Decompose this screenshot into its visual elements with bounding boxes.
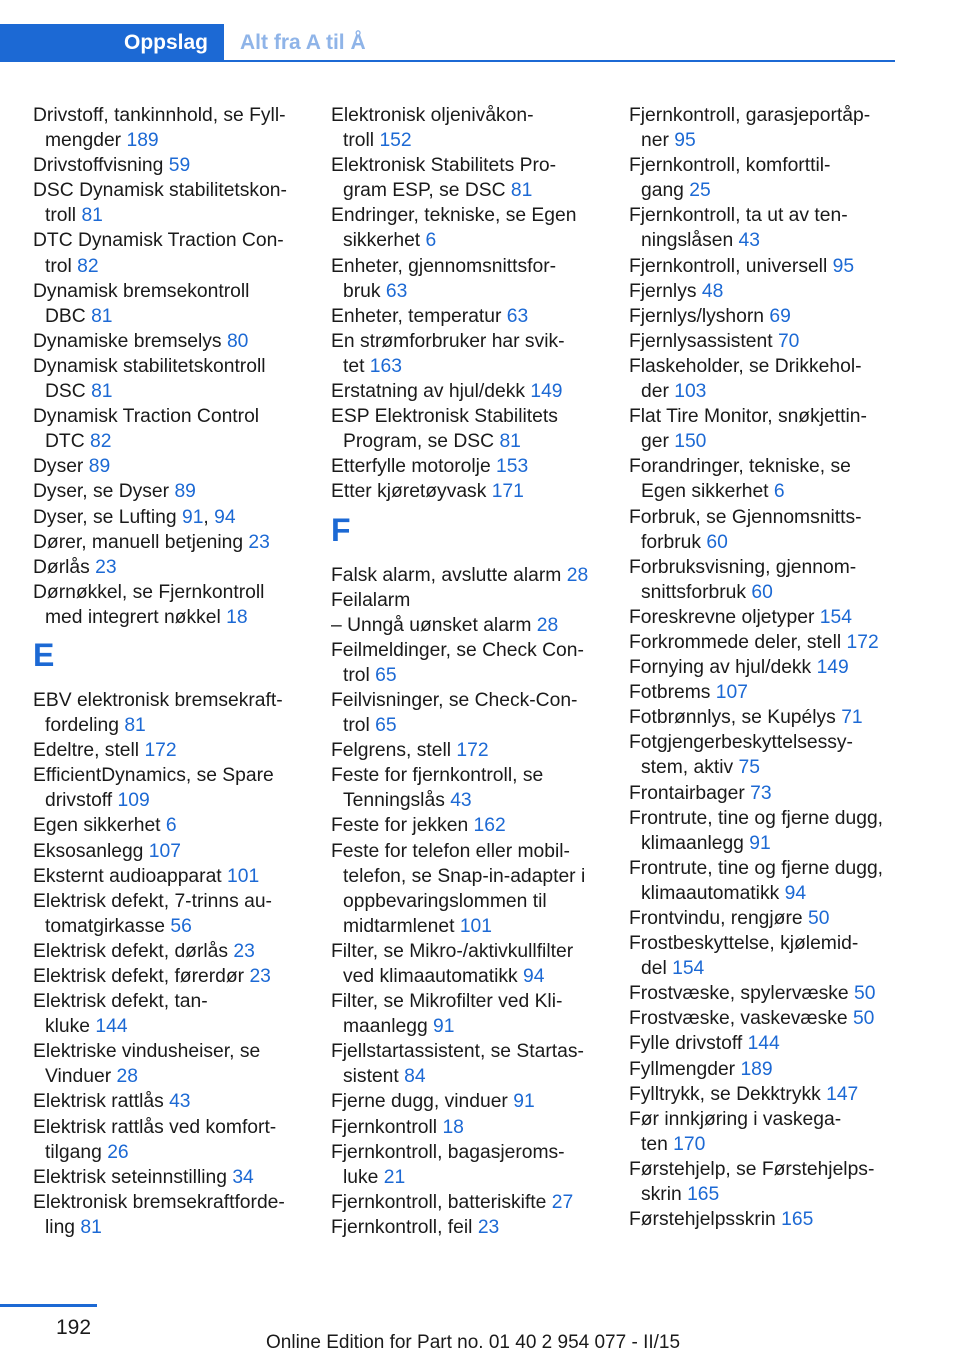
page-link[interactable]: 81 — [499, 431, 521, 453]
index-entry — [33, 580, 301, 630]
index-entry-text: Dørnøkkel, se Fjernkontroll med integrert nøkkel — [33, 581, 265, 628]
index-entry-text: Fjernkontroll, komforttil- gang — [629, 155, 831, 202]
page-link[interactable]: 147 — [826, 1083, 859, 1105]
index-entry-text: Frostvæske, spylervæske — [629, 983, 855, 1005]
edition-footer: Online Edition for Part no. 01 40 2 954 077 - II/15 — [266, 1332, 681, 1353]
index-entry — [331, 638, 599, 688]
tab-alt-fra-a-til-aa[interactable]: Alt fra A til Å — [240, 31, 366, 54]
index-entry — [629, 505, 897, 555]
index-entry-text: Fjernkontroll, ta ut av ten- ningslåsen — [629, 205, 848, 252]
index-entry-text: Fotbrems — [629, 682, 716, 704]
index-entry-text: Enheter, gjennomsnittsfor- bruk — [331, 255, 557, 302]
index-entry — [629, 1107, 897, 1157]
index-entry-text: EBV elektronisk bremsekraft- fordeling — [33, 689, 283, 737]
page-link[interactable]: 65 — [375, 664, 397, 686]
index-entry — [33, 964, 301, 989]
index-entry — [629, 931, 897, 981]
page-link[interactable]: 103 — [674, 381, 707, 403]
index-entry — [629, 1207, 897, 1232]
index-entry-text: Dyser — [33, 456, 89, 478]
index-entry-text: Elektrisk defekt, førerdør — [33, 966, 250, 987]
index-entry — [331, 379, 599, 404]
page-link[interactable]: 165 — [781, 1209, 814, 1231]
index-entry — [331, 939, 599, 989]
page-link[interactable]: 172 — [846, 631, 879, 653]
index-entry — [629, 279, 897, 304]
index-entry-text: Fotbrønnlys, se Kupélys — [629, 707, 842, 729]
page-link[interactable]: 6 — [773, 481, 785, 503]
page-link[interactable]: 23 — [477, 1216, 500, 1238]
index-entry-text: Dyser, se Lufting — [33, 506, 182, 528]
page-link[interactable]: 23 — [248, 531, 270, 553]
index-entry-text: Fjernkontroll, batteriskifte — [331, 1191, 552, 1213]
index-entry — [33, 228, 301, 278]
index-entry — [33, 1115, 301, 1165]
index-entry — [33, 939, 301, 964]
page-link[interactable]: 81 — [91, 305, 113, 327]
index-entry-text: Falsk alarm, avslutte alarm — [331, 564, 567, 586]
index-entry-text: Fjellstartassistent, se Startas- sistent — [331, 1041, 584, 1088]
index-entry — [331, 203, 599, 253]
index-entry-text: Eksternt audioapparat — [33, 865, 228, 887]
index-entry-text: DSC Dynamisk stabilitetskon- troll — [33, 180, 287, 227]
page-link[interactable]: 150 — [674, 431, 707, 453]
index-entry-text: Forbruk, se Gjennomsnitts- forbruk — [629, 506, 862, 553]
index-entry-text: Frostbeskyttelse, kjølemid- del — [629, 933, 859, 980]
page-link[interactable]: 94 — [214, 506, 236, 528]
index-entry-text: Fjernkontroll, universell — [629, 255, 833, 277]
index-entry-text: Endringer, tekniske, se Egen sikkerhet — [331, 205, 577, 252]
page-link[interactable]: 109 — [117, 790, 150, 812]
index-entry — [33, 354, 301, 404]
page-link[interactable]: 81 — [91, 381, 113, 403]
index-entry — [331, 254, 599, 304]
page-link[interactable]: 107 — [148, 840, 181, 862]
index-entry — [33, 530, 301, 555]
index-entry-text: Filter, se Mikro-/aktivkullfilter ved klimaautomatikk — [331, 940, 574, 987]
index-entry — [629, 1031, 897, 1056]
index-entry — [629, 906, 897, 931]
index-entry — [629, 605, 897, 630]
index-entry — [629, 454, 897, 504]
page-link[interactable]: 48 — [701, 280, 724, 302]
index-entry — [33, 153, 301, 178]
index-entry — [33, 329, 301, 354]
page-link[interactable]: 43 — [450, 790, 472, 812]
page-link[interactable]: 152 — [379, 130, 412, 152]
index-entry — [629, 1057, 897, 1082]
index-entry-text: Elektriske vindusheiser, se Vinduer — [33, 1041, 261, 1088]
page-link[interactable]: 172 — [144, 740, 177, 762]
index-entry-text: Frontairbager — [629, 782, 751, 804]
index-entry-text: Fjernkontroll, bagasjeroms- luke — [331, 1141, 565, 1188]
page-link[interactable]: 149 — [816, 657, 849, 679]
index-entry — [331, 1215, 599, 1240]
index-entry-text: Fylltrykk, se Dekktrykk — [629, 1083, 827, 1105]
index-entry-text: Fjernkontroll — [331, 1116, 443, 1138]
index-entry-text: Dynamisk stabilitetskontroll DSC — [33, 355, 266, 403]
page-link[interactable]: 81 — [80, 1216, 102, 1238]
page-link[interactable]: 81 — [124, 715, 146, 737]
index-entry-text: – Unngå uønsket alarm — [331, 614, 537, 636]
index-entry — [33, 839, 301, 864]
index-entry-text: Fjernlysassistent — [629, 330, 778, 352]
index-entry — [331, 454, 599, 479]
page-link[interactable]: 91 — [749, 832, 771, 854]
index-entry — [331, 404, 599, 454]
index-entry-text: Elektronisk oljenivåkon- troll — [331, 105, 534, 152]
index-entry — [629, 203, 897, 253]
page-link[interactable]: 82 — [89, 431, 112, 453]
index-entry-text: Elektronisk bremsekraftforde- ling — [33, 1191, 285, 1238]
page-link[interactable]: 59 — [168, 155, 191, 177]
page-link[interactable]: 63 — [506, 305, 529, 327]
index-entry-text: Etterfylle motorolje — [331, 456, 497, 478]
index-entry — [33, 1165, 301, 1190]
page-link[interactable]: 65 — [375, 715, 397, 737]
index-entry — [33, 454, 301, 479]
index-entry-text: Eksosanlegg — [33, 840, 149, 862]
index-entry — [629, 781, 897, 806]
page-link[interactable]: 91 — [181, 506, 204, 528]
page-link[interactable]: 50 — [852, 1008, 875, 1030]
index-entry-text: Elektrisk defekt, 7-trinns au- tomatgirkasse — [33, 890, 272, 937]
index-column-2 — [331, 103, 599, 1240]
index-entry-text: Elektrisk defekt, tan- kluke — [33, 991, 208, 1038]
page-link[interactable]: 172 — [456, 740, 489, 762]
index-entry-text: Dynamisk Traction Control DTC — [33, 406, 260, 453]
section-letter: E — [33, 636, 55, 673]
page-link[interactable]: 94 — [523, 966, 545, 987]
index-entry — [33, 555, 301, 580]
index-entry — [33, 864, 301, 889]
index-entry — [331, 153, 599, 203]
index-entry — [33, 178, 301, 228]
index-entry-text: Feste for fjernkontroll, se Tenningslås — [331, 765, 544, 812]
index-entry — [331, 989, 599, 1039]
page-link[interactable]: 21 — [383, 1166, 406, 1188]
page-link[interactable]: 95 — [674, 130, 696, 152]
index-entry-text: Felgrens, stell — [331, 740, 457, 762]
page-link[interactable]: 189 — [126, 130, 159, 152]
page-link[interactable]: 81 — [510, 180, 533, 202]
index-entry-separator: , — [203, 506, 215, 528]
page-link[interactable]: 149 — [530, 381, 563, 403]
index-entry — [629, 103, 897, 153]
index-entry-text: Filter, se Mikrofilter ved Kli- maanlegg — [331, 991, 563, 1038]
page-link[interactable]: 23 — [249, 966, 271, 987]
index-entry — [629, 705, 897, 730]
index-entry-text: Feilmeldinger, se Check Con- trol — [331, 639, 584, 686]
page-link[interactable]: 144 — [747, 1033, 780, 1055]
index-entry — [33, 813, 301, 838]
index-entry — [629, 655, 897, 680]
page-link[interactable]: 26 — [107, 1141, 129, 1163]
index-entry — [629, 856, 897, 906]
index-entry — [33, 889, 301, 939]
page-link[interactable]: 70 — [777, 330, 800, 352]
index-entry — [629, 730, 897, 780]
page-link[interactable]: 101 — [227, 865, 260, 887]
index-entry — [331, 304, 599, 329]
index-entry — [33, 1089, 301, 1114]
page-link[interactable]: 154 — [819, 606, 852, 628]
index-entry — [33, 279, 301, 329]
page-link[interactable]: 43 — [738, 230, 760, 252]
index-entry — [629, 304, 897, 329]
index-entry-text: Elektrisk rattlås — [33, 1091, 170, 1113]
index-entry-text: Foreskrevne oljetyper — [629, 606, 820, 628]
index-entry-text: Egen sikkerhet — [33, 815, 166, 837]
index-entry-text: Etter kjøretøyvask — [331, 481, 492, 503]
index-entry — [629, 1006, 897, 1031]
index-entry-text: Fjernkontroll, feil — [331, 1216, 478, 1238]
index-entry-text: Dynamiske bremselys — [33, 330, 227, 352]
index-entry-text: Frontrute, tine og fjerne dugg, klimaanlegg — [629, 807, 884, 854]
index-entry — [331, 1089, 599, 1114]
index-entry-text: Frontvindu, rengjøre — [629, 908, 808, 929]
page-link[interactable]: 43 — [169, 1091, 191, 1113]
index-entry — [33, 1190, 301, 1240]
index-entry-text: Feilalarm — [331, 589, 411, 611]
page-link[interactable]: 56 — [170, 915, 192, 937]
index-entry-text: Dører, manuell betjening — [33, 531, 249, 553]
index-entry — [629, 555, 897, 605]
index-entry-text: Dørlås — [33, 556, 96, 578]
index-entry-text: Flat Tire Monitor, snøkjettin- ger — [629, 406, 867, 453]
index-entry — [33, 738, 301, 763]
page-link[interactable]: 153 — [496, 456, 529, 478]
index-entry-text: Forbruksvisning, gjennom- snittsforbruk — [629, 556, 857, 603]
index-entry-text: Fotgjengerbeskyttelsessy- stem, aktiv — [629, 732, 853, 779]
index-entry — [33, 404, 301, 454]
index-entry-text: Erstatning av hjul/dekk — [331, 381, 531, 403]
index-entry — [33, 103, 301, 153]
page-link[interactable]: 6 — [165, 815, 177, 837]
page-link[interactable]: 34 — [232, 1166, 254, 1188]
index-entry — [331, 479, 599, 504]
index-entry — [331, 329, 599, 379]
index-entry-text: Førstehjelp, se Førstehjelps- skrin — [629, 1158, 875, 1206]
page-link[interactable]: 80 — [226, 330, 249, 352]
page-link[interactable]: 71 — [841, 707, 863, 729]
index-entry-text: Elektronisk Stabilitets Pro- gram ESP, se DSC — [331, 155, 557, 202]
index-entry — [629, 404, 897, 454]
page-link[interactable]: 28 — [536, 614, 559, 636]
page-link[interactable]: 91 — [513, 1091, 535, 1113]
index-entry-text: Frontrute, tine og fjerne dugg, klimaautomatikk — [629, 857, 884, 904]
page-link[interactable]: 95 — [832, 255, 855, 277]
index-entry — [331, 588, 599, 613]
index-column-1 — [33, 103, 301, 1240]
index-entry — [331, 1115, 599, 1140]
header-rule — [224, 60, 895, 62]
index-entry-text: Edeltre, stell — [33, 740, 145, 762]
index-entry-text: Fylle drivstoff — [629, 1033, 748, 1055]
index-entry — [33, 1039, 301, 1089]
page-link[interactable]: 23 — [95, 556, 117, 578]
index-entry-text: En strømforbruker har svik- tet — [331, 330, 565, 377]
index-entry — [331, 613, 599, 638]
page-link[interactable]: 165 — [687, 1184, 720, 1206]
index-entry-text: Før innkjøring i vaskega- ten — [629, 1108, 842, 1155]
page-link[interactable]: 94 — [784, 882, 807, 904]
index-entry-text: Fjernlys — [629, 280, 702, 302]
page-link[interactable]: 69 — [769, 305, 791, 327]
index-entry — [629, 680, 897, 705]
index-entry-text: Forandringer, tekniske, se Egen sikkerhet — [629, 456, 851, 503]
index-entry — [629, 1082, 897, 1107]
index-entry-text: Dyser, se Dyser — [33, 481, 175, 503]
index-entry — [629, 981, 897, 1006]
page-link[interactable]: 154 — [672, 958, 705, 980]
page-link[interactable]: 144 — [95, 1016, 128, 1038]
page-link[interactable]: 89 — [88, 456, 111, 478]
index-entry — [33, 479, 301, 504]
page-link[interactable]: 50 — [807, 908, 830, 929]
page-link[interactable]: 60 — [706, 531, 728, 553]
index-entry-text: Drivstoffvisning — [33, 155, 169, 177]
index-entry — [33, 989, 301, 1039]
index-entry-text: Feste for jekken — [331, 815, 474, 837]
page-link[interactable]: 84 — [404, 1066, 426, 1088]
index-entry-text: Elektrisk rattlås ved komfort- tilgang — [33, 1116, 277, 1163]
index-entry-text: Dynamisk bremsekontroll DBC — [33, 280, 250, 327]
page-link[interactable]: 25 — [689, 180, 711, 202]
page-link[interactable]: 170 — [673, 1133, 706, 1155]
index-entry-text: Elektrisk defekt, dørlås — [33, 940, 234, 962]
index-entry-text: Flaskeholder, se Drikkehol- der — [629, 355, 862, 403]
page-link[interactable]: 63 — [385, 280, 408, 302]
page-link[interactable]: 50 — [854, 983, 876, 1005]
index-entry-text: Enheter, temperatur — [331, 305, 507, 327]
index-entry — [331, 688, 599, 738]
page-link[interactable]: 6 — [425, 230, 437, 252]
page-link[interactable]: 27 — [551, 1191, 574, 1213]
page-link[interactable]: 162 — [473, 815, 506, 837]
page-link[interactable]: 89 — [174, 481, 196, 503]
page-link[interactable]: 171 — [491, 481, 524, 503]
index-entry-text: Fornying av hjul/dekk — [629, 657, 817, 679]
page-link[interactable]: 18 — [442, 1116, 464, 1138]
page-link[interactable]: 28 — [116, 1066, 138, 1088]
page-link[interactable]: 75 — [738, 757, 760, 779]
index-entry-text: Fjernlys/lyshorn — [629, 305, 770, 327]
index-entry — [331, 1039, 599, 1089]
page-link[interactable]: 81 — [81, 205, 103, 227]
index-entry — [331, 839, 599, 939]
index-entry-text: Fyllmengder — [629, 1058, 741, 1080]
page-link[interactable]: 73 — [750, 782, 772, 804]
index-entry-text: DTC Dynamisk Traction Con- trol — [33, 230, 284, 277]
index-entry-text: Elektrisk seteinnstilling — [33, 1166, 233, 1188]
index-entry — [331, 763, 599, 813]
index-entry-text: Feste for telefon eller mobil- telefon, se Snap-in-adapter i oppbevaringslommen til midtarmlenet — [331, 840, 586, 937]
index-entry — [629, 329, 897, 354]
index-entry — [33, 505, 301, 530]
page-link[interactable]: 189 — [740, 1058, 773, 1080]
index-entry-text: Fjernkontroll, garasjeportåp- ner — [629, 105, 871, 152]
index-entry — [331, 813, 599, 838]
page-link[interactable]: 101 — [459, 915, 492, 937]
index-entry-text: Forkrommede deler, stell — [629, 631, 847, 653]
index-entry-text: Førstehjelpsskrin — [629, 1209, 782, 1231]
page-link[interactable]: 82 — [77, 255, 99, 277]
page-link[interactable]: 28 — [566, 564, 589, 586]
page-link[interactable]: 18 — [226, 606, 248, 628]
tab-oppslag[interactable]: Oppslag — [0, 24, 224, 62]
index-entry-text: Fjerne dugg, vinduer — [331, 1091, 514, 1113]
footer-rule — [0, 1304, 97, 1307]
index-column-3 — [629, 103, 897, 1232]
header-tabs — [0, 24, 895, 62]
index-entry — [629, 254, 897, 279]
index-entry-text: Drivstoff, tankinnhold, se Fyll- mengder — [33, 105, 286, 152]
index-entry — [629, 354, 897, 404]
index-entry-text: Frostvæske, vaskevæske — [629, 1008, 853, 1030]
page-number: 192 — [56, 1316, 92, 1339]
index-entry-text: ESP Elektronisk Stabilitets Program, se DSC — [331, 406, 558, 453]
index-entry-text: EfficientDynamics, se Spare drivstoff — [33, 765, 274, 812]
index-entry-text: Feilvisninger, se Check-Con- trol — [331, 689, 578, 737]
page-link[interactable]: 60 — [751, 581, 773, 603]
index-entry — [629, 630, 897, 655]
index-entry — [33, 688, 301, 738]
section-letter: F — [331, 511, 351, 548]
index-entry — [331, 1190, 599, 1215]
index-entry — [629, 1157, 897, 1207]
index-entry — [331, 103, 599, 153]
page-link[interactable]: 23 — [233, 940, 255, 962]
index-entry — [331, 1140, 599, 1190]
page-link[interactable]: 91 — [433, 1016, 455, 1038]
page-link[interactable]: 163 — [369, 355, 402, 377]
index-entry — [331, 738, 599, 763]
index-entry — [629, 153, 897, 203]
page-link[interactable]: 107 — [715, 682, 748, 704]
index-entry — [331, 563, 599, 588]
index-entry — [629, 806, 897, 856]
index-entry — [33, 763, 301, 813]
